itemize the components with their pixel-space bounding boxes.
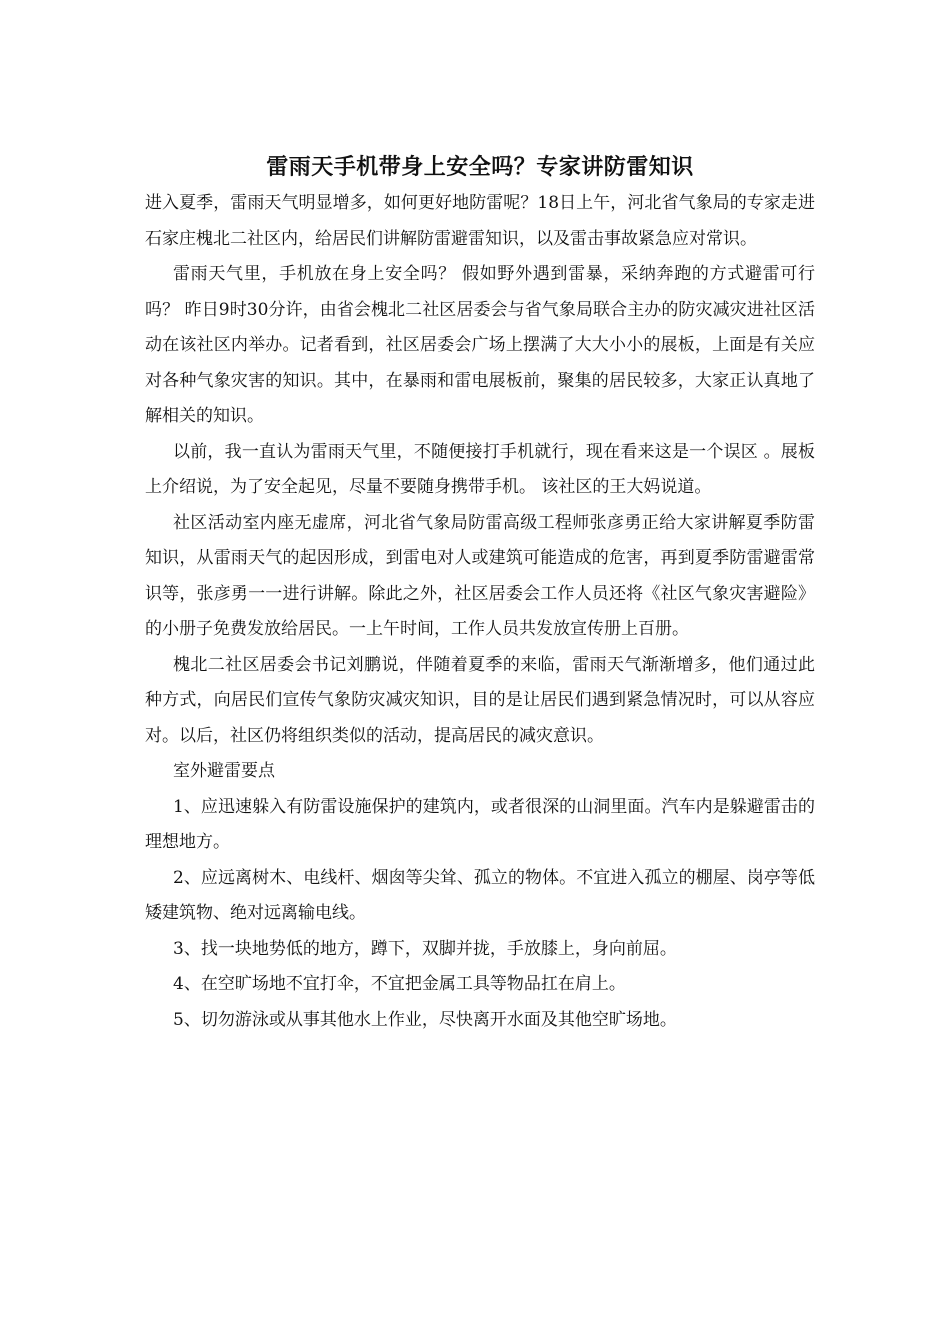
section-heading-outdoor-tips: 室外避雷要点 — [173, 761, 275, 781]
tip-item-3: 3、找一块地势低的地方，蹲下，双脚并拢，手放膝上，身向前屈。 — [173, 938, 677, 959]
tip-item-1: 1、应迅速躲入有防雷设施保护的建筑内，或者很深的山洞里面。汽车内是躲避雷击的理想地方。 — [145, 796, 815, 852]
paragraph-resident-quote: 以前，我一直认为雷雨天气里，不随便接打手机就行，现在看来这是一个误区 。展板上介绍说，为了安全起见，尽量不要随身携带手机。 该社区的王大妈说道。 — [145, 441, 815, 497]
paragraph-intro: 进入夏季，雷雨天气明显增多，如何更好地防雷呢？18日上午，河北省气象局的专家走进石家庄槐北二社区内，给居民们讲解防雷避雷知识，以及雷击事故紧急应对常识。 — [145, 193, 815, 249]
tip-item-4: 4、在空旷场地不宜打伞，不宜把金属工具等物品扛在肩上。 — [173, 974, 626, 994]
tip-item-5: 5、切勿游泳或从事其他水上作业，尽快离开水面及其他空旷场地。 — [173, 1009, 677, 1030]
document-page — [145, 150, 815, 1038]
paragraph-event: 雷雨天气里，手机放在身上安全吗？ 假如野外遇到雷暴，采纳奔跑的方式避雷可行吗？ 昨日9时30分许，由省会槐北二社区居委会与省气象局联合主办的防灾减灾进社区活动在该社区内举办。记者看到，社区居委会广场上摆满了大大小小的展板，上面是有关应对各种气象灾害的知识。其中，在暴雨和雷电展板前，聚集的居民较多，大家正认真地了解相关的知识。 — [145, 264, 815, 426]
paragraph-lecture: 社区活动室内座无虚席，河北省气象局防雷高级工程师张彦勇正给大家讲解夏季防雷知识，从雷雨天气的起因形成，到雷电对人或建筑可能造成的危害，再到夏季防雷避雷常识等，张彦勇一一进行讲解。除此之外，社区居委会工作人员还将《社区气象灾害避险》的小册子免费发放给居民。一上午时间，工作人员共发放宣传册上百册。 — [145, 512, 815, 639]
document-title: 雷雨天手机带身上安全吗？专家讲防雷知识 — [266, 154, 694, 180]
paragraph-secretary: 槐北二社区居委会书记刘鹏说，伴随着夏季的来临，雷雨天气渐渐增多，他们通过此种方式，向居民们宣传气象防灾减灾知识，目的是让居民们遇到紧急情况时，可以从容应对。以后，社区仍将组织类似的活动，提高居民的减灾意识。 — [145, 654, 815, 746]
tip-item-2: 2、应远离树木、电线杆、烟囱等尖耸、孤立的物体。不宜进入孤立的棚屋、岗亭等低矮建筑物、绝对远离输电线。 — [145, 867, 815, 923]
